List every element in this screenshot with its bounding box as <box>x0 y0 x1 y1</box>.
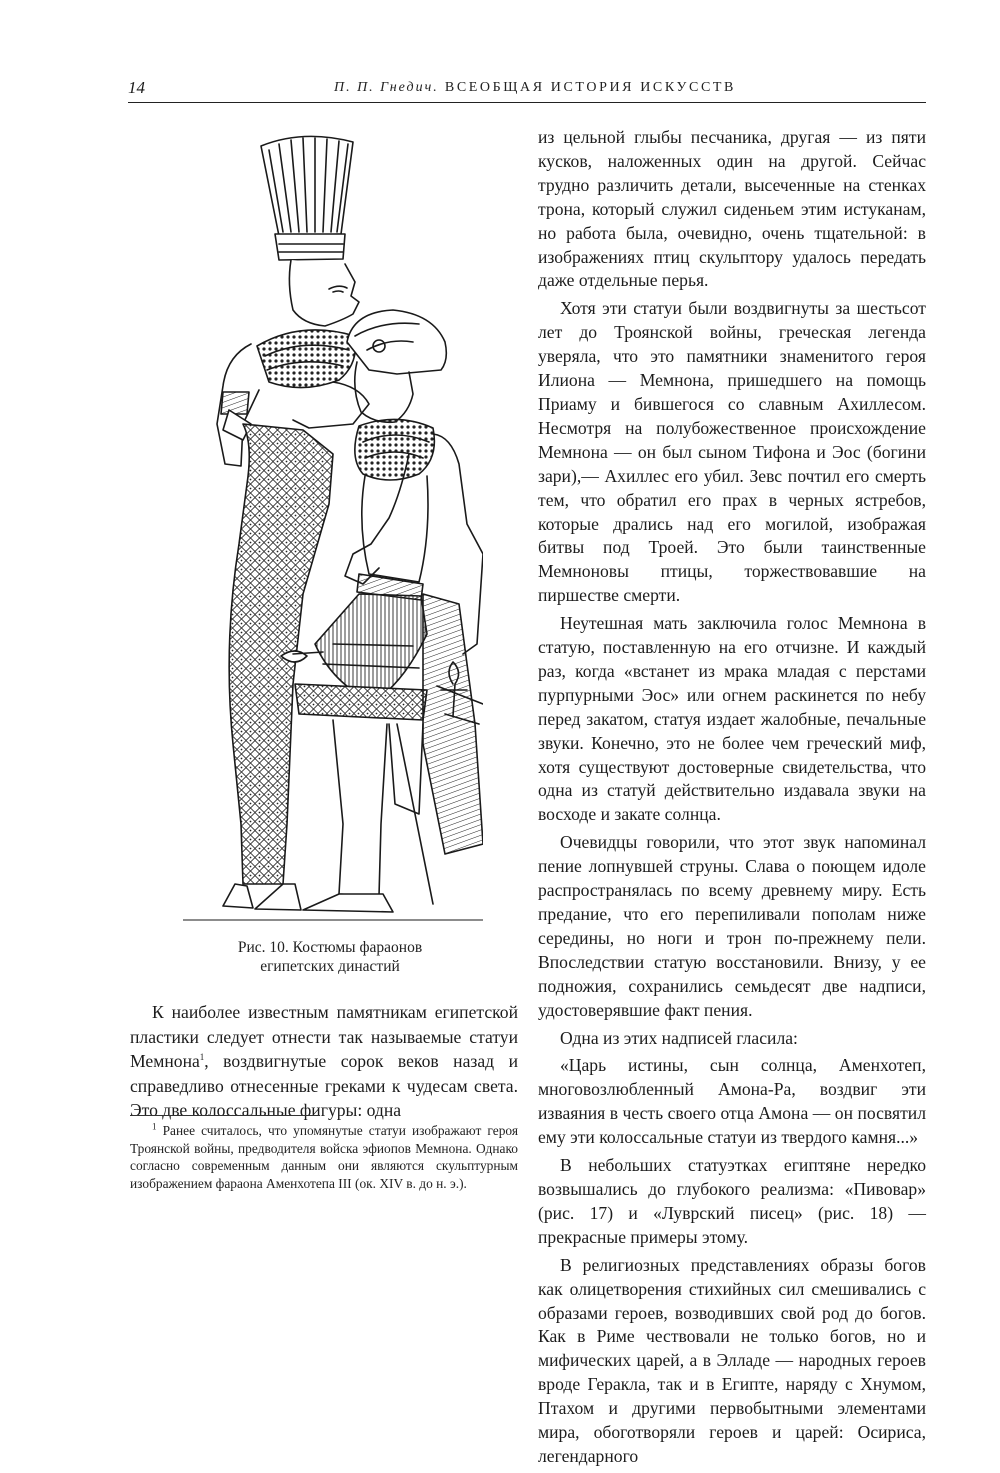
footnote-marker: 1 <box>152 1121 157 1132</box>
note-reference: 1 <box>199 1052 205 1063</box>
left-paragraph-1-part-a: К наиболее известным памятникам египетской пластики следует отнести так называемые статуи Мемнона <box>130 1002 518 1071</box>
right-column <box>538 126 926 1473</box>
right-paragraph-8: В религиозных представлениях образы богов как олицетворения стихийных сил смешивались с образами героев, возводивших свой род до богов. Как в Риме чествовали не только богов, но и мифических царей, а в Элладе — народных героев вроде Геракла, так и в Египте, наряду с Хнумом, Птахом и другими первобытными элементами мира, обоготворяли героев и царей: Осириса, легендарного <box>538 1254 926 1466</box>
right-paragraph-2: Хотя эти статуи были воздвигнуты за шестьсот лет до Троянской войны, греческая легенда уверяла, что это памятники знаменитого героя Илиона — Мемнона, пришедшего на помощь Приаму и бившегося со славным Ахиллесом. Несмотря на полубожественное происхождение Мемнона — он был сыном Тифона и Эос (богини зари),— Ахиллес его убил. Зевс почтил его смерть тем, что обратил его прах в черных ястребов, которые дрались над его могилой, изображая битвы под Троей. Это были таинственные Мемноновы птицы, торжествовавшие на пиршестве смерти. <box>538 298 926 606</box>
illustration-drawing <box>183 124 483 929</box>
page-number: 14 <box>128 78 145 97</box>
caption-line-1: Рис. 10. Костюмы фараонов <box>237 939 423 956</box>
header-rule <box>128 102 926 103</box>
left-paragraph-1 <box>130 1000 518 1123</box>
left-paragraph-1-part-b: , воздвигнутые сорок веков назад и справедливо отнесенные греками к чудесам света. Это две колоссальные фигуры: одна <box>130 1051 518 1120</box>
running-title-author: П. П. Гнедич. <box>333 80 439 95</box>
right-paragraph-5: Одна из этих надписей гласила: <box>560 1027 798 1048</box>
running-title-book: ВСЕОБЩАЯ ИСТОРИЯ ИСКУССТВ <box>444 80 736 95</box>
pharaoh-costumes-illustration <box>183 124 483 929</box>
running-title <box>334 80 736 96</box>
right-paragraph-1: из цельной глыбы песчаника, другая — из пяти кусков, наложенных один на другой. Сейчас трудно различить детали, высеченные на стенках трона, который служил сиденьем этим истуканам, но работа была, очевидно, очень тщательной: в изображениях птиц скульптору удалось передать даже отдельные перья. <box>538 127 926 291</box>
footnote <box>130 1122 518 1192</box>
figure-caption <box>150 938 510 976</box>
footnote-rule <box>130 1115 320 1116</box>
right-paragraph-7: В небольших статуэтках египтяне нередко возвышались до глубокого реализма: «Пивовар» (рис. 17) и «Луврский писец» (рис. 18) — прекрасные примеры этому. <box>538 1155 926 1247</box>
right-paragraph-4: Очевидцы говорили, что этот звук напоминал пение лопнувшей струны. Слава о поющем идоле распространялась по всему древнему миру. Есть предание, что его перепиливали пополам ниже середины, но ноги и трон по-прежнему пели. Впоследствии статую восстановили. Внизу, у ее подножия, сохранились семьдесят две надписи, удостоверявшие факт пения. <box>538 832 926 1020</box>
inscription-quote: «Царь истины, сын солнца, Аменхотеп, многовозлюбленный Амона-Ра, воздвиг эти изваяния в честь своего отца Амона — он посвятил ему эти колоссальные статуи из твердого камня...» <box>538 1055 926 1148</box>
right-paragraph-3: Неутешная мать заключила голос Мемнона в статую, поставленную на его отчизне. И каждый раз, когда «встанет из мрака младая с перстами пурпурными Эос» или огнем раскинется по небу перед закатом, статуя издает жалобные, печальные звуки. Конечно, это не более чем греческий миф, хотя существуют достоверные свидетельства, что одна из статуй действительно издавала звуки на восходе и закате солнца. <box>538 613 926 825</box>
left-column <box>130 1000 518 1127</box>
footnote-text: Ранее считалось, что упомянутые статуи изображают героя Троянской войны, предводителя войска эфиопов Мемнона. Однако согласно современным данным они являются скульптурным изображением фараона Аменхотепа III (ок. XIV в. до н. э.). <box>130 1123 518 1191</box>
running-header <box>128 74 926 104</box>
caption-line-2: египетских династий <box>260 958 400 975</box>
